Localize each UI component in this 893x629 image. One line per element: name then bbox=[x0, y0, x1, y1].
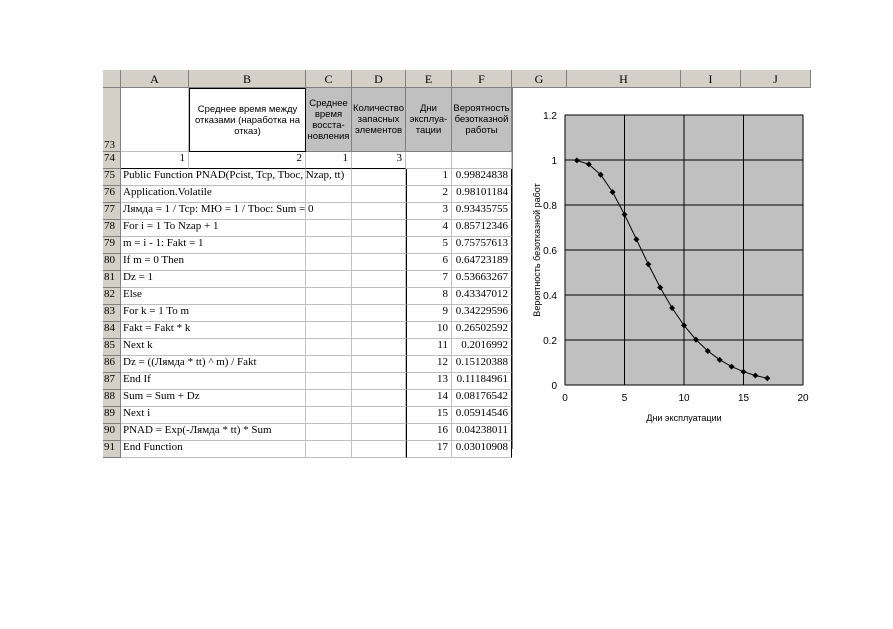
day-cell[interactable]: 2 bbox=[406, 186, 452, 203]
column-header-i[interactable]: I bbox=[681, 70, 741, 88]
code-cell[interactable]: Fakt = Fakt * k bbox=[121, 322, 189, 339]
cell-empty[interactable] bbox=[306, 373, 352, 390]
cell-empty[interactable] bbox=[306, 407, 352, 424]
cell-empty[interactable] bbox=[306, 254, 352, 271]
cell-empty[interactable] bbox=[352, 203, 406, 220]
cell-a74[interactable]: 1 bbox=[121, 152, 189, 169]
cell-empty[interactable] bbox=[189, 441, 306, 458]
y-tick-label: 0.4 bbox=[543, 291, 557, 302]
day-cell[interactable]: 14 bbox=[406, 390, 452, 407]
cell-empty[interactable] bbox=[306, 220, 352, 237]
cell-empty[interactable] bbox=[189, 407, 306, 424]
cell-empty[interactable] bbox=[352, 339, 406, 356]
day-cell[interactable]: 11 bbox=[406, 339, 452, 356]
probability-cell[interactable]: 0.85712346 bbox=[452, 220, 512, 237]
day-cell[interactable]: 10 bbox=[406, 322, 452, 339]
code-cell[interactable]: Next i bbox=[121, 407, 189, 424]
column-header-a[interactable]: A bbox=[121, 70, 189, 88]
code-cell[interactable]: If m = 0 Then bbox=[121, 254, 189, 271]
y-tick-label: 0.6 bbox=[543, 246, 557, 257]
cell-f74[interactable] bbox=[452, 152, 512, 169]
cell-empty[interactable] bbox=[352, 305, 406, 322]
cell-empty[interactable] bbox=[189, 339, 306, 356]
cell-empty[interactable] bbox=[306, 339, 352, 356]
row-header-75[interactable]: 75 bbox=[103, 169, 121, 186]
code-cell[interactable]: For i = 1 To Nzap + 1 bbox=[121, 220, 189, 237]
column-header-c[interactable]: C bbox=[306, 70, 352, 88]
cell-empty[interactable] bbox=[189, 322, 306, 339]
probability-cell[interactable]: 0.98101184 bbox=[452, 186, 512, 203]
row-header-84[interactable]: 84 bbox=[103, 322, 121, 339]
header-probability[interactable]: Вероятность безотказной работы bbox=[452, 88, 512, 152]
row-header-82[interactable]: 82 bbox=[103, 288, 121, 305]
day-cell[interactable]: 6 bbox=[406, 254, 452, 271]
cell-empty[interactable] bbox=[189, 271, 306, 288]
cell-empty[interactable] bbox=[306, 305, 352, 322]
probability-cell[interactable]: 0.05914546 bbox=[452, 407, 512, 424]
header-spare-count[interactable]: Количество запасных элементов bbox=[352, 88, 406, 152]
chart-area[interactable] bbox=[512, 88, 814, 449]
x-tick-label: 20 bbox=[797, 393, 809, 404]
code-cell[interactable]: Else bbox=[121, 288, 189, 305]
cell-empty[interactable] bbox=[306, 237, 352, 254]
cell-empty[interactable] bbox=[189, 390, 306, 407]
cell-empty[interactable] bbox=[306, 356, 352, 373]
cell-empty[interactable] bbox=[306, 186, 352, 203]
row-header-76[interactable]: 76 bbox=[103, 186, 121, 203]
header-mtbf[interactable]: Среднее время между отказами (наработка на отказ) bbox=[189, 88, 306, 152]
probability-cell[interactable]: 0.34229596 bbox=[452, 305, 512, 322]
cell-e74[interactable] bbox=[406, 152, 452, 169]
cell-empty[interactable] bbox=[352, 186, 406, 203]
column-header-b[interactable]: B bbox=[189, 70, 306, 88]
x-tick-label: 10 bbox=[678, 393, 690, 404]
probability-cell[interactable]: 0.93435755 bbox=[452, 203, 512, 220]
code-cell[interactable]: m = i - 1: Fakt = 1 bbox=[121, 237, 189, 254]
cell-empty[interactable] bbox=[352, 356, 406, 373]
probability-cell[interactable]: 0.15120388 bbox=[452, 356, 512, 373]
y-tick-label: 0.8 bbox=[543, 201, 557, 212]
y-tick-label: 0 bbox=[551, 381, 557, 392]
x-tick-label: 15 bbox=[737, 393, 750, 404]
cell-empty[interactable] bbox=[189, 305, 306, 322]
cell-c74[interactable]: 1 bbox=[306, 152, 352, 169]
code-cell[interactable]: Лямда = 1 / Tcp: МЮ = 1 / Tboc: Sum = 0 bbox=[121, 203, 189, 220]
cell-empty[interactable] bbox=[306, 322, 352, 339]
row-header-83[interactable]: 83 bbox=[103, 305, 121, 322]
probability-cell[interactable]: 0.03010908 bbox=[452, 441, 512, 458]
code-cell[interactable]: End Function bbox=[121, 441, 189, 458]
cell-d74[interactable]: 3 bbox=[352, 152, 406, 169]
column-header-f[interactable]: F bbox=[452, 70, 512, 88]
probability-cell[interactable]: 0.75757613 bbox=[452, 237, 512, 254]
code-cell[interactable]: For k = 1 To m bbox=[121, 305, 189, 322]
day-cell[interactable]: 16 bbox=[406, 424, 452, 441]
probability-cell[interactable]: 0.43347012 bbox=[452, 288, 512, 305]
row-header-79[interactable]: 79 bbox=[103, 237, 121, 254]
day-cell[interactable]: 5 bbox=[406, 237, 452, 254]
column-header-e[interactable]: E bbox=[406, 70, 452, 88]
probability-cell[interactable]: 0.64723189 bbox=[452, 254, 512, 271]
row-header-77[interactable]: 77 bbox=[103, 203, 121, 220]
y-tick-label: 1.2 bbox=[543, 111, 557, 122]
row-header-90[interactable]: 90 bbox=[103, 424, 121, 441]
cell-empty[interactable] bbox=[306, 424, 352, 441]
spreadsheet bbox=[103, 70, 813, 453]
day-cell[interactable]: 3 bbox=[406, 203, 452, 220]
code-cell[interactable]: End If bbox=[121, 373, 189, 390]
row-header-89[interactable]: 89 bbox=[103, 407, 121, 424]
cell-empty[interactable] bbox=[189, 254, 306, 271]
cell-empty[interactable] bbox=[352, 373, 406, 390]
cell-empty[interactable] bbox=[306, 271, 352, 288]
cell-empty[interactable] bbox=[352, 254, 406, 271]
row-header-85[interactable]: 85 bbox=[103, 339, 121, 356]
x-tick-label: 0 bbox=[562, 393, 568, 404]
day-cell[interactable]: 17 bbox=[406, 441, 452, 458]
y-tick-label: 1 bbox=[551, 156, 557, 167]
day-cell[interactable]: 12 bbox=[406, 356, 452, 373]
cell-empty[interactable] bbox=[189, 237, 306, 254]
cell-empty[interactable] bbox=[352, 424, 406, 441]
x-tick-label: 5 bbox=[621, 393, 628, 404]
day-cell[interactable]: 1 bbox=[406, 169, 452, 186]
header-days[interactable]: Дни эксплуа-тации bbox=[406, 88, 452, 152]
code-cell[interactable]: Public Function PNAD(Pcist, Tcp, Tboc, Nzap, tt) bbox=[121, 169, 189, 186]
line-chart bbox=[513, 88, 814, 449]
select-all-corner[interactable] bbox=[103, 70, 121, 88]
code-cell[interactable]: Application.Volatile bbox=[121, 186, 189, 203]
probability-cell[interactable]: 0.08176542 bbox=[452, 390, 512, 407]
row-header-81[interactable]: 81 bbox=[103, 271, 121, 288]
column-header-h[interactable]: H bbox=[567, 70, 681, 88]
cell-empty[interactable] bbox=[352, 271, 406, 288]
cell-empty[interactable] bbox=[352, 322, 406, 339]
row-header-88[interactable]: 88 bbox=[103, 390, 121, 407]
cell-empty[interactable] bbox=[189, 373, 306, 390]
cell-empty[interactable] bbox=[352, 407, 406, 424]
probability-cell[interactable]: 0.04238011 bbox=[452, 424, 512, 441]
row-header-73[interactable]: 73 bbox=[103, 88, 121, 152]
probability-cell[interactable]: 0.26502592 bbox=[452, 322, 512, 339]
cell-empty[interactable] bbox=[352, 390, 406, 407]
cell-empty[interactable] bbox=[352, 441, 406, 458]
probability-cell[interactable]: 0.2016992 bbox=[452, 339, 512, 356]
row-header-87[interactable]: 87 bbox=[103, 373, 121, 390]
column-header-j[interactable]: J bbox=[741, 70, 811, 88]
code-cell[interactable]: PNAD = Exp(-Лямда * tt) * Sum bbox=[121, 424, 189, 441]
day-cell[interactable]: 13 bbox=[406, 373, 452, 390]
row-header-74[interactable]: 74 bbox=[103, 152, 121, 169]
day-cell[interactable]: 9 bbox=[406, 305, 452, 322]
y-tick-label: 0.2 bbox=[543, 336, 557, 347]
code-cell[interactable]: Dz = ((Лямда * tt) ^ m) / Fakt bbox=[121, 356, 189, 373]
cell-b74[interactable]: 2 bbox=[189, 152, 306, 169]
day-cell[interactable]: 8 bbox=[406, 288, 452, 305]
cell-empty[interactable] bbox=[306, 441, 352, 458]
column-header-d[interactable]: D bbox=[352, 70, 406, 88]
day-cell[interactable]: 4 bbox=[406, 220, 452, 237]
cell-empty[interactable] bbox=[306, 288, 352, 305]
day-cell[interactable]: 15 bbox=[406, 407, 452, 424]
code-cell[interactable]: Dz = 1 bbox=[121, 271, 189, 288]
code-cell[interactable]: Sum = Sum + Dz bbox=[121, 390, 189, 407]
column-header-g[interactable]: G bbox=[512, 70, 567, 88]
row-header-78[interactable]: 78 bbox=[103, 220, 121, 237]
cell-empty[interactable] bbox=[352, 169, 406, 186]
day-cell[interactable]: 7 bbox=[406, 271, 452, 288]
cell-empty[interactable] bbox=[189, 288, 306, 305]
cell-empty[interactable] bbox=[352, 237, 406, 254]
y-axis-label: Вероятность безотказной работ bbox=[532, 183, 542, 317]
x-axis-label: Дни эксплуатации bbox=[646, 413, 722, 423]
cell-empty[interactable] bbox=[352, 220, 406, 237]
header-recovery-time[interactable]: Среднее время восста-новления bbox=[306, 88, 352, 152]
probability-cell[interactable]: 0.99824838 bbox=[452, 169, 512, 186]
code-cell[interactable]: Next k bbox=[121, 339, 189, 356]
probability-cell[interactable]: 0.11184961 bbox=[452, 373, 512, 390]
cell-a73[interactable] bbox=[121, 88, 189, 152]
row-header-86[interactable]: 86 bbox=[103, 356, 121, 373]
row-header-91[interactable]: 91 bbox=[103, 441, 121, 458]
probability-cell[interactable]: 0.53663267 bbox=[452, 271, 512, 288]
row-header-80[interactable]: 80 bbox=[103, 254, 121, 271]
cell-empty[interactable] bbox=[352, 288, 406, 305]
cell-empty[interactable] bbox=[306, 390, 352, 407]
